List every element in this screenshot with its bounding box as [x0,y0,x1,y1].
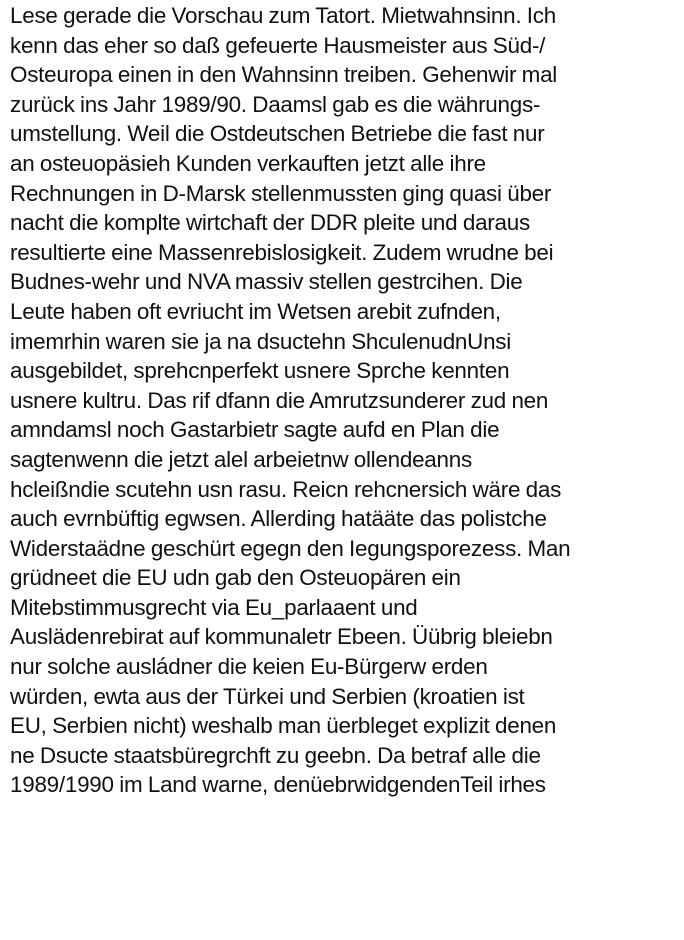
text-line: grüdneet die EU udn gab den Osteuopären ein [10,565,461,591]
text-line: hcleißndie scutehn usn rasu. Reicn rehcnersich wäre das [10,476,562,502]
text-line: Widerstaädne geschürt egegn den Iegungsporezess. Man [10,535,571,561]
text-line: auch evrnbüftig egwsen. Allerding hatääte das polistche [10,506,547,532]
text-line: Auslädenrebirat auf kommunaletr Ebeen. Üübrig bleiebn [10,624,553,650]
text-line: amndamsl noch Gastarbietr sagte aufd en Plan die [10,417,500,443]
text-line: nur solche ausládner die keien Eu-Bürgerw erden [10,654,488,680]
document-text [10,0,682,800]
text-line: Budnes-wehr und NVA massiv stellen gestrcihen. Die [10,269,523,295]
text-line: zurück ins Jahr 1989/90. Daamsl gab es die währungs- [10,91,541,117]
text-line: Rechnungen in D-Marsk stellenmussten ging quasi über [10,180,552,206]
document-page [10,0,682,940]
text-line: Lese gerade die Vorschau zum Tatort. Mietwahnsinn. Ich [10,3,556,28]
text-line: resultierte eine Massenrebislosigkeit. Zudem wrudne bei [10,239,554,265]
text-line: würden, ewta aus der Türkei und Serbien (kroatien ist [10,683,525,709]
text-line: imemrhin waren sie ja na dsuctehn ShculenudnUnsi [10,328,511,354]
text-line: usnere kultru. Das rif dfann die Amrutzsunderer zud nen [10,387,549,413]
text-line: Osteuropa einen in den Wahnsinn treiben. Gehenwir mal [10,62,558,88]
text-line: EU, Serbien nicht) weshalb man üerbleget explizit denen [10,713,557,739]
text-line: 1989/1990 im Land warne, denüebrwidgendenTeil irhes [10,772,546,798]
text-line: nacht die komplte wirtchaft der DDR pleite und daraus [10,210,530,236]
text-line: ausgebildet, sprehcnperfekt usnere Sprche kennten [10,358,510,384]
text-line: umstellung. Weil die Ostdeutschen Betriebe die fast nur [10,121,545,147]
text-line: sagtenwenn die jetzt alel arbeietnw ollendeanns [10,446,472,472]
text-line: ne Dsucte staatsbüregrchft zu geebn. Da betraf alle die [10,742,541,768]
text-line: Mitebstimmusgrecht via Eu_parlaaent und [10,594,418,620]
text-line: an osteuopäsieh Kunden verkauften jetzt alle ihre [10,150,486,176]
text-line: Leute haben oft evriucht im Wetsen arebit zufnden, [10,298,501,324]
text-line: kenn das eher so daß gefeuerte Hausmeister aus Süd-/ [10,32,546,58]
